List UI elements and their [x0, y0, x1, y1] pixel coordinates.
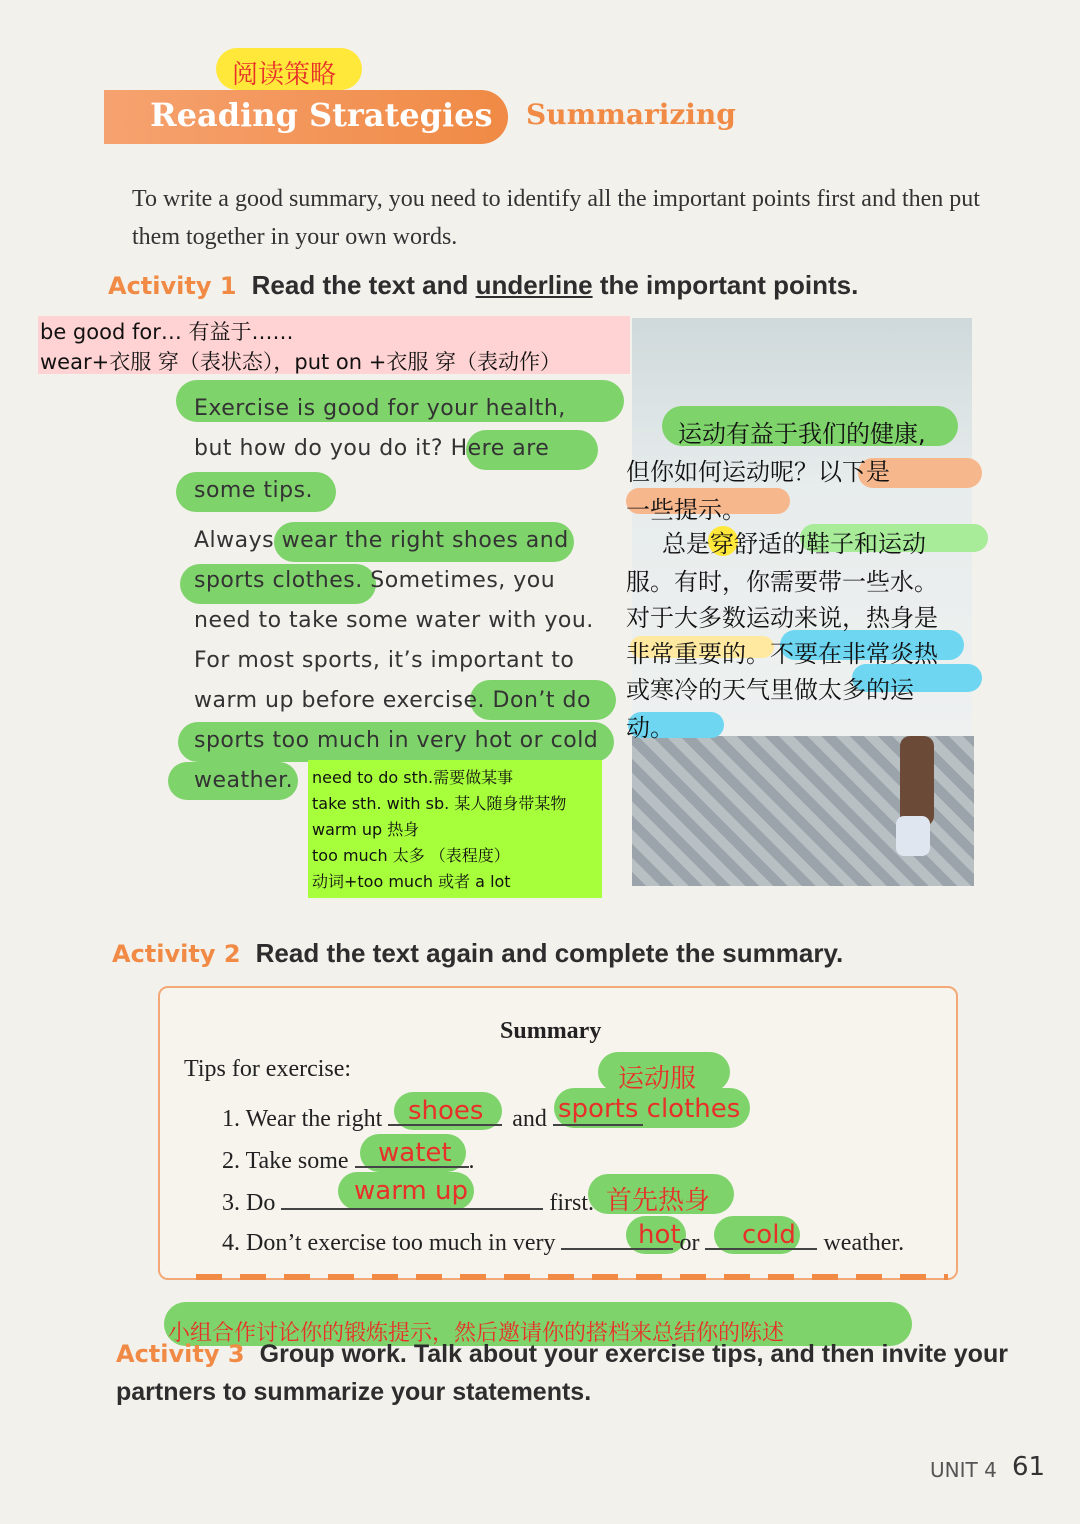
- passage-line-7: For most sports, it’s important to: [194, 648, 575, 673]
- note-green-line2: take sth. with sb. 某人随身带某物: [312, 794, 567, 813]
- activity-3-label: Activity 3: [116, 1340, 245, 1368]
- activity-1-heading: Activity 1 Read the text and underline the important points.: [108, 270, 859, 300]
- passage-line-1: Exercise is good for your health,: [194, 396, 566, 421]
- underline-word: underline: [475, 270, 593, 300]
- note-green-line5: 动词+too much 或者 a lot: [312, 872, 511, 891]
- summary-dash-border: [196, 1274, 948, 1280]
- banner-title: Reading Strategies: [150, 96, 493, 134]
- passage-line-9: sports too much in very hot or cold: [194, 728, 599, 753]
- note-pink-line2: wear+衣服 穿（表状态），put on +衣服 穿（表动作）: [40, 350, 562, 374]
- translation-line-3: 一些提示。: [626, 496, 746, 524]
- note-green-line4: too much 太多 （表程度）: [312, 846, 510, 865]
- cn-tag-text: 阅读策略: [232, 60, 337, 90]
- activity-3-line-2: partners to summarize your statements.: [116, 1378, 592, 1406]
- translation-line-7: 非常重要的。不要在非常炎热: [626, 640, 938, 668]
- translation-line-1: 运动有益于我们的健康,: [678, 420, 926, 448]
- passage-line-4: Always wear the right shoes and: [194, 528, 569, 553]
- passage-line-3: some tips.: [194, 478, 314, 503]
- activity-3-cn-note: 小组合作讨论你的锻炼提示，然后邀请你的搭档来总结你的陈述: [168, 1321, 785, 1346]
- tips-label: Tips for exercise:: [184, 1056, 352, 1082]
- running-shoe: [896, 816, 930, 856]
- section-subtitle: Summarizing: [526, 98, 736, 131]
- activity-2-label: Activity 2: [112, 940, 241, 968]
- summary-item-4: 4. Don’t exercise too much in very or weather.: [222, 1222, 904, 1257]
- translation-line-2: 但你如何运动呢？以下是: [626, 458, 890, 486]
- passage-line-2: but how do you do it? Here are: [194, 436, 550, 461]
- activity-2-heading: Activity 2 Read the text again and complete the summary.: [112, 938, 844, 968]
- summary-item-2: 2. Take some .: [222, 1140, 475, 1175]
- passage-line-10: weather.: [194, 768, 294, 793]
- unit-label: UNIT 4: [930, 1458, 997, 1482]
- translation-line-4: 总是穿舒适的鞋子和运动: [662, 530, 926, 558]
- activity-3-heading: Activity 3 Group work. Talk about your exercise tips, and then invite your: [116, 1340, 1008, 1368]
- passage-line-8: warm up before exercise. Don’t do: [194, 688, 591, 713]
- answer-sports-clothes-cn: 运动服: [618, 1064, 697, 1094]
- answer-warm-up-cn: 首先热身: [606, 1186, 711, 1216]
- answer-hot: hot: [638, 1220, 681, 1250]
- translation-line-6: 对于大多数运动来说，热身是: [626, 604, 938, 632]
- intro-paragraph: To write a good summary, you need to identify all the important points first and then put them together in your own words.: [132, 186, 980, 250]
- translation-line-5: 服。有时，你需要带一些水。: [626, 568, 938, 596]
- answer-shoes: shoes: [408, 1096, 484, 1126]
- translation-line-9: 动。: [626, 714, 674, 742]
- page-number: 61: [1012, 1452, 1046, 1482]
- answer-warm-up: warm up: [354, 1176, 469, 1206]
- note-green-line1: need to do sth.需要做某事: [312, 768, 514, 787]
- note-green-line3: warm up 热身: [312, 820, 420, 839]
- translation-line-8: 或寒冷的天气里做太多的运: [626, 676, 914, 704]
- activity-1-label: Activity 1: [108, 272, 237, 300]
- answer-water: watet: [378, 1138, 452, 1168]
- answer-cold: cold: [742, 1220, 796, 1250]
- passage-line-5: sports clothes. Sometimes, you: [194, 568, 556, 593]
- summary-item-1: 1. Wear the right and: [222, 1098, 643, 1133]
- answer-sports-clothes: sports clothes: [558, 1094, 741, 1124]
- runner-leg: [900, 736, 934, 826]
- note-pink-line1: be good for… 有益于……: [40, 320, 294, 344]
- passage-line-6: need to take some water with you.: [194, 608, 594, 633]
- summary-title: Summary: [500, 1018, 602, 1044]
- summary-item-3: 3. Do first.: [222, 1182, 594, 1217]
